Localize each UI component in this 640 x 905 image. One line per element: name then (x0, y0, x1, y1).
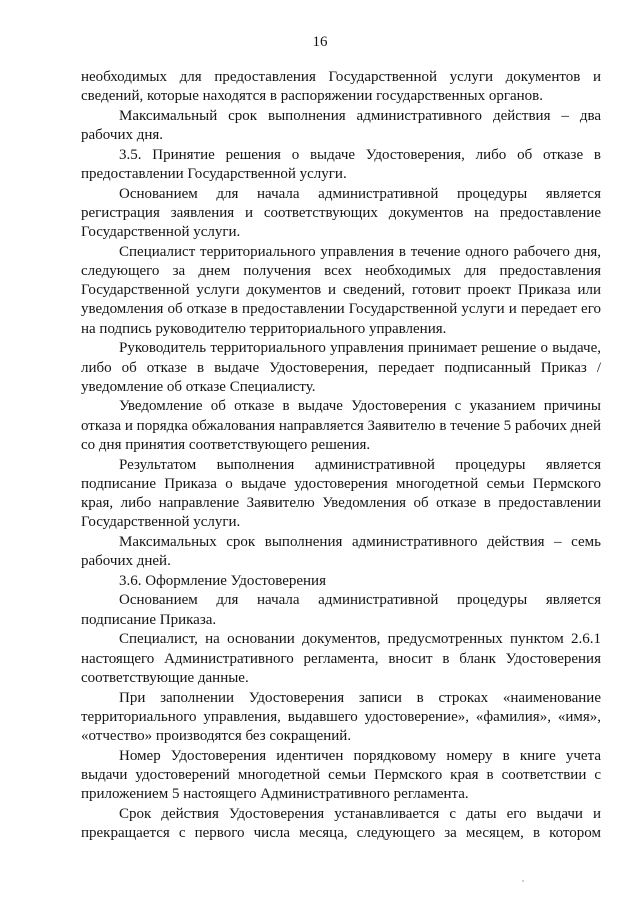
paragraph-validity-term: Срок действия Удостоверения устанавливается с даты его выдачи и прекращается с первого числа месяца, следующего за месяцем, в котором (81, 805, 601, 841)
paragraph-basis-registration: Основанием для начала административной процедуры является регистрация заявления и соответствующих документов на предоставление Государственной услуги. (81, 185, 601, 241)
paragraph-refusal-notice: Уведомление об отказе в выдаче Удостоверения с указанием причины отказа и порядка обжалования направляется Заявителю в течение 5 рабочих дней со дня принятия соответствующего решения. (81, 398, 601, 453)
paragraph-head-decision: Руководитель территориального управления принимает решение о выдаче, либо об отказе в выдаче Удостоверения, передает подписанный Приказ / уведомление об отказе Специалисту. (81, 340, 601, 395)
document-body (81, 68, 601, 844)
paragraph-max-term-seven-days: Максимальных срок выполнения административного действия – семь рабочих дней. (81, 533, 601, 570)
paragraph-continuation: необходимых для предоставления Государственной услуги документов и сведений, которые находятся в распоряжении государственных органов. (81, 69, 601, 105)
page-number: 16 (312, 34, 328, 50)
paragraph-max-term-two-days: Максимальный срок выполнения административного действия – два рабочих дня. (81, 107, 601, 144)
paragraph-certificate-number: Номер Удостоверения идентичен порядковому номеру в книге учета выдачи удостоверений многодетной семьи Пермского края в соответствии с приложением 5 настоящего Административного регламента. (81, 747, 601, 803)
section-heading-3-5: 3.5. Принятие решения о выдаче Удостоверения, либо об отказе в предоставлении Государственной услуги. (81, 146, 601, 183)
paragraph-specialist-fills-form: Специалист, на основании документов, предусмотренных пунктом 2.6.1 настоящего Административного регламента, вносит в бланк Удостоверения соответствующие данные. (81, 631, 601, 686)
paragraph-filling-rules: При заполнении Удостоверения записи в строках «наименование территориального управления, выдавшего удостоверение», «фамилия», «имя», «отчество» производятся без сокращений. (81, 689, 601, 744)
section-heading-3-6: 3.6. Оформление Удостоверения (119, 572, 326, 589)
paragraph-procedure-result: Результатом выполнения административной процедуры является подписание Приказа о выдаче удостоверения многодетной семьи Пермского края, либо направление Заявителю Уведомления об отказе в предоставлении Государственной услуги. (81, 456, 601, 531)
paragraph-basis-order-signing: Основанием для начала административной процедуры является подписание Приказа. (81, 592, 601, 628)
scan-speck (522, 880, 524, 882)
paragraph-specialist-prepares-order: Специалист территориального управления в течение одного рабочего дня, следующего за днем получения всех необходимых для предоставления Государственной услуги документов и сведений, готовит проект Приказа или уведомления об отказе в предоставлении Государственной услуги и передает его на подпись руководителю территориального управления. (81, 243, 601, 337)
